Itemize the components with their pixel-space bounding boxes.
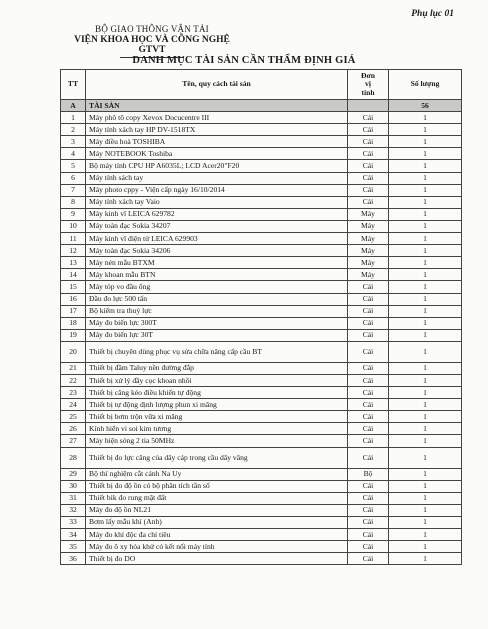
column-header-tt: TT (61, 70, 86, 100)
row-number: 12 (61, 245, 86, 257)
group-row (61, 100, 462, 112)
table-row (61, 317, 462, 329)
asset-table-header (61, 70, 462, 100)
asset-quantity: 1 (389, 447, 462, 468)
row-number: 28 (61, 447, 86, 468)
asset-quantity: 1 (389, 148, 462, 160)
asset-name: Máy đo độ ồn NL21 (86, 504, 348, 516)
asset-name: Bộ kiểm tra thuỷ lực (86, 305, 348, 317)
table-row (61, 269, 462, 281)
row-number: 18 (61, 317, 86, 329)
asset-quantity: 1 (389, 220, 462, 232)
group-unit (348, 100, 389, 112)
asset-quantity: 1 (389, 504, 462, 516)
table-row (61, 196, 462, 208)
table-row (61, 504, 462, 516)
asset-name: Máy tóp vo đầu ống (86, 281, 348, 293)
asset-unit: Cái (348, 399, 389, 411)
asset-unit: Cái (348, 124, 389, 136)
asset-name: Thiết bị đo độ ồn có bộ phân tích tần số (86, 480, 348, 492)
asset-name: Thiết bị đo DO (86, 553, 348, 565)
row-number: 11 (61, 233, 86, 245)
asset-quantity: 1 (389, 341, 462, 362)
column-header-qty: Số lượng (389, 70, 462, 100)
table-row (61, 305, 462, 317)
table-row (61, 160, 462, 172)
row-number: 15 (61, 281, 86, 293)
asset-quantity: 1 (389, 399, 462, 411)
asset-quantity: 1 (389, 281, 462, 293)
asset-quantity: 1 (389, 468, 462, 480)
asset-unit: Máy (348, 220, 389, 232)
asset-unit: Bộ (348, 468, 389, 480)
row-number: 34 (61, 529, 86, 541)
row-number: 3 (61, 136, 86, 148)
asset-name: Máy toàn đạc Sokia 34207 (86, 220, 348, 232)
asset-name: Máy tính xách tay HP DV-1518TX (86, 124, 348, 136)
asset-unit: Máy (348, 245, 389, 257)
asset-name: Bộ máy tính CPU HP A6035L; LCD Acer20"F20 (86, 160, 348, 172)
table-row (61, 136, 462, 148)
table-row (61, 112, 462, 124)
unit-header-line: Đơn (361, 70, 375, 80)
asset-quantity: 1 (389, 293, 462, 305)
asset-quantity: 1 (389, 435, 462, 447)
asset-name: Máy toàn đạc Sokia 34206 (86, 245, 348, 257)
header-row (61, 70, 462, 100)
asset-name: Thiết bị bơm trộn vữa xi măng (86, 411, 348, 423)
table-row (61, 329, 462, 341)
row-number: 2 (61, 124, 86, 136)
row-number: 7 (61, 184, 86, 196)
table-row (61, 208, 462, 220)
row-number: 1 (61, 112, 86, 124)
asset-unit: Cái (348, 160, 389, 172)
row-number: 33 (61, 516, 86, 528)
asset-unit: Máy (348, 269, 389, 281)
asset-quantity: 1 (389, 208, 462, 220)
asset-unit: Máy (348, 257, 389, 269)
asset-unit: Cái (348, 529, 389, 541)
row-number: 27 (61, 435, 86, 447)
asset-unit: Cái (348, 148, 389, 160)
asset-unit: Cái (348, 553, 389, 565)
table-row (61, 411, 462, 423)
asset-unit: Cái (348, 504, 389, 516)
table-row (61, 362, 462, 374)
unit-header-line: vị (365, 79, 371, 89)
table-row (61, 148, 462, 160)
asset-unit: Cái (348, 480, 389, 492)
institute-name: VIỆN KHOA HỌC VÀ CÔNG NGHỆ GTVT (74, 35, 230, 55)
row-number: 4 (61, 148, 86, 160)
table-row (61, 435, 462, 447)
asset-name: Máy đo biến lực 30T (86, 329, 348, 341)
asset-quantity: 1 (389, 317, 462, 329)
asset-unit: Cái (348, 435, 389, 447)
asset-unit: Cái (348, 329, 389, 341)
asset-name: Máy đo khí độc đa chỉ tiêu (86, 529, 348, 541)
row-number: 21 (61, 362, 86, 374)
table-row (61, 293, 462, 305)
appendix-label: Phụ lục 01 (411, 9, 454, 19)
asset-unit: Cái (348, 387, 389, 399)
asset-name: Máy nén mẫu BTXM (86, 257, 348, 269)
asset-unit: Cái (348, 516, 389, 528)
asset-name: Máy kinh vĩ LEICA 629782 (86, 208, 348, 220)
table-row (61, 257, 462, 269)
table-row (61, 341, 462, 362)
row-number: 25 (61, 411, 86, 423)
asset-unit: Cái (348, 136, 389, 148)
asset-quantity: 1 (389, 305, 462, 317)
row-number: 26 (61, 423, 86, 435)
asset-name: Thiết bị căng kéo điều khiển tự động (86, 387, 348, 399)
asset-unit: Cái (348, 184, 389, 196)
group-name: TÀI SẢN (86, 100, 348, 112)
asset-unit: Cái (348, 541, 389, 553)
asset-name: Máy đo ô xy hóa khử có kết nối máy tính (86, 541, 348, 553)
asset-quantity: 1 (389, 480, 462, 492)
asset-name: Máy kinh vĩ điện tử LEICA 629903 (86, 233, 348, 245)
ministry-name: BỘ GIAO THÔNG VẬN TẢI (95, 24, 209, 34)
table-row (61, 184, 462, 196)
asset-quantity: 1 (389, 411, 462, 423)
asset-unit: Cái (348, 196, 389, 208)
column-header-unit (348, 70, 389, 100)
unit-header-line: tính (361, 87, 375, 97)
asset-quantity: 1 (389, 423, 462, 435)
row-number: 35 (61, 541, 86, 553)
asset-table-body (61, 100, 462, 565)
row-number: 6 (61, 172, 86, 184)
asset-quantity: 1 (389, 329, 462, 341)
row-number: 16 (61, 293, 86, 305)
asset-quantity: 1 (389, 136, 462, 148)
asset-name: Thiết bị tự động định lượng phun xi măng (86, 399, 348, 411)
row-number: 24 (61, 399, 86, 411)
asset-quantity: 1 (389, 124, 462, 136)
asset-name: Máy phô tô copy Xevox Docucentre III (86, 112, 348, 124)
asset-unit: Cái (348, 492, 389, 504)
table-row (61, 516, 462, 528)
asset-unit: Cái (348, 423, 389, 435)
asset-quantity: 1 (389, 112, 462, 124)
row-number: 13 (61, 257, 86, 269)
table-row (61, 492, 462, 504)
organization-header (60, 24, 244, 58)
asset-name: Máy tính xách tay Vaio (86, 196, 348, 208)
asset-unit: Cái (348, 362, 389, 374)
row-number: 36 (61, 553, 86, 565)
asset-unit: Máy (348, 233, 389, 245)
asset-quantity: 1 (389, 516, 462, 528)
asset-quantity: 1 (389, 492, 462, 504)
row-number: 14 (61, 269, 86, 281)
table-row (61, 423, 462, 435)
asset-name: Máy photo cppy - Viện cấp ngày 16/10/2014 (86, 184, 348, 196)
asset-quantity: 1 (389, 196, 462, 208)
table-row (61, 553, 462, 565)
table-row (61, 245, 462, 257)
row-number: 31 (61, 492, 86, 504)
table-row (61, 124, 462, 136)
asset-unit: Cái (348, 293, 389, 305)
table-row (61, 399, 462, 411)
asset-name: Thiết bị chuyên dùng phục vụ sửa chữa nâng cấp cầu BT (86, 341, 348, 362)
asset-unit: Cái (348, 172, 389, 184)
asset-quantity: 1 (389, 541, 462, 553)
asset-name: Máy đo biến lực 300T (86, 317, 348, 329)
asset-table (60, 69, 462, 565)
asset-quantity: 1 (389, 269, 462, 281)
asset-unit: Máy (348, 208, 389, 220)
asset-quantity: 1 (389, 374, 462, 386)
asset-quantity: 1 (389, 160, 462, 172)
asset-unit: Cái (348, 374, 389, 386)
table-row (61, 529, 462, 541)
asset-quantity: 1 (389, 387, 462, 399)
row-number: 19 (61, 329, 86, 341)
asset-name: Bộ thí nghiệm cắt cánh Na Uy (86, 468, 348, 480)
table-row (61, 281, 462, 293)
asset-quantity: 1 (389, 257, 462, 269)
group-total: 56 (389, 100, 462, 112)
asset-name: Thiết bị đầm Taluy nền đường đắp (86, 362, 348, 374)
asset-unit: Cái (348, 305, 389, 317)
asset-quantity: 1 (389, 529, 462, 541)
asset-name: Kính hiển vi soi kim tương (86, 423, 348, 435)
row-number: 17 (61, 305, 86, 317)
asset-name: Máy tính sách tay (86, 172, 348, 184)
row-number: 30 (61, 480, 86, 492)
asset-name: Thiết bik đo rung mặt đất (86, 492, 348, 504)
asset-name: Máy điều hoà TOSHIBA (86, 136, 348, 148)
group-code: A (61, 100, 86, 112)
asset-name: Bơm lấy mẫu khí (Anh) (86, 516, 348, 528)
asset-unit: Cái (348, 317, 389, 329)
table-row (61, 447, 462, 468)
table-row (61, 374, 462, 386)
asset-quantity: 1 (389, 172, 462, 184)
asset-quantity: 1 (389, 362, 462, 374)
row-number: 8 (61, 196, 86, 208)
asset-unit: Cái (348, 411, 389, 423)
table-row (61, 480, 462, 492)
asset-name: Máy khoan mẫu BTN (86, 269, 348, 281)
row-number: 10 (61, 220, 86, 232)
asset-name: Máy hiện sóng 2 tia 50MHz (86, 435, 348, 447)
table-row (61, 172, 462, 184)
document-title: DANH MỤC TÀI SẢN CẦN THẨM ĐỊNH GIÁ (132, 55, 356, 66)
asset-name: Thiết bị đo lực căng của dây cáp trong cầu dây văng (86, 447, 348, 468)
row-number: 23 (61, 387, 86, 399)
asset-unit: Cái (348, 112, 389, 124)
asset-quantity: 1 (389, 245, 462, 257)
table-row (61, 387, 462, 399)
asset-quantity: 1 (389, 233, 462, 245)
asset-unit: Cái (348, 281, 389, 293)
column-header-name: Tên, quy cách tài sản (86, 70, 348, 100)
asset-name: Thiết bị xử lý đầy cọc khoan nhồi (86, 374, 348, 386)
row-number: 9 (61, 208, 86, 220)
table-row (61, 468, 462, 480)
asset-name: Đầu đo lực 500 tấn (86, 293, 348, 305)
row-number: 5 (61, 160, 86, 172)
table-row (61, 541, 462, 553)
table-row (61, 220, 462, 232)
asset-unit: Cái (348, 341, 389, 362)
asset-unit: Cái (348, 447, 389, 468)
row-number: 22 (61, 374, 86, 386)
asset-quantity: 1 (389, 184, 462, 196)
asset-quantity: 1 (389, 553, 462, 565)
asset-name: Máy NOTEBOOK Toshiba (86, 148, 348, 160)
row-number: 29 (61, 468, 86, 480)
row-number: 32 (61, 504, 86, 516)
row-number: 20 (61, 341, 86, 362)
table-row (61, 233, 462, 245)
